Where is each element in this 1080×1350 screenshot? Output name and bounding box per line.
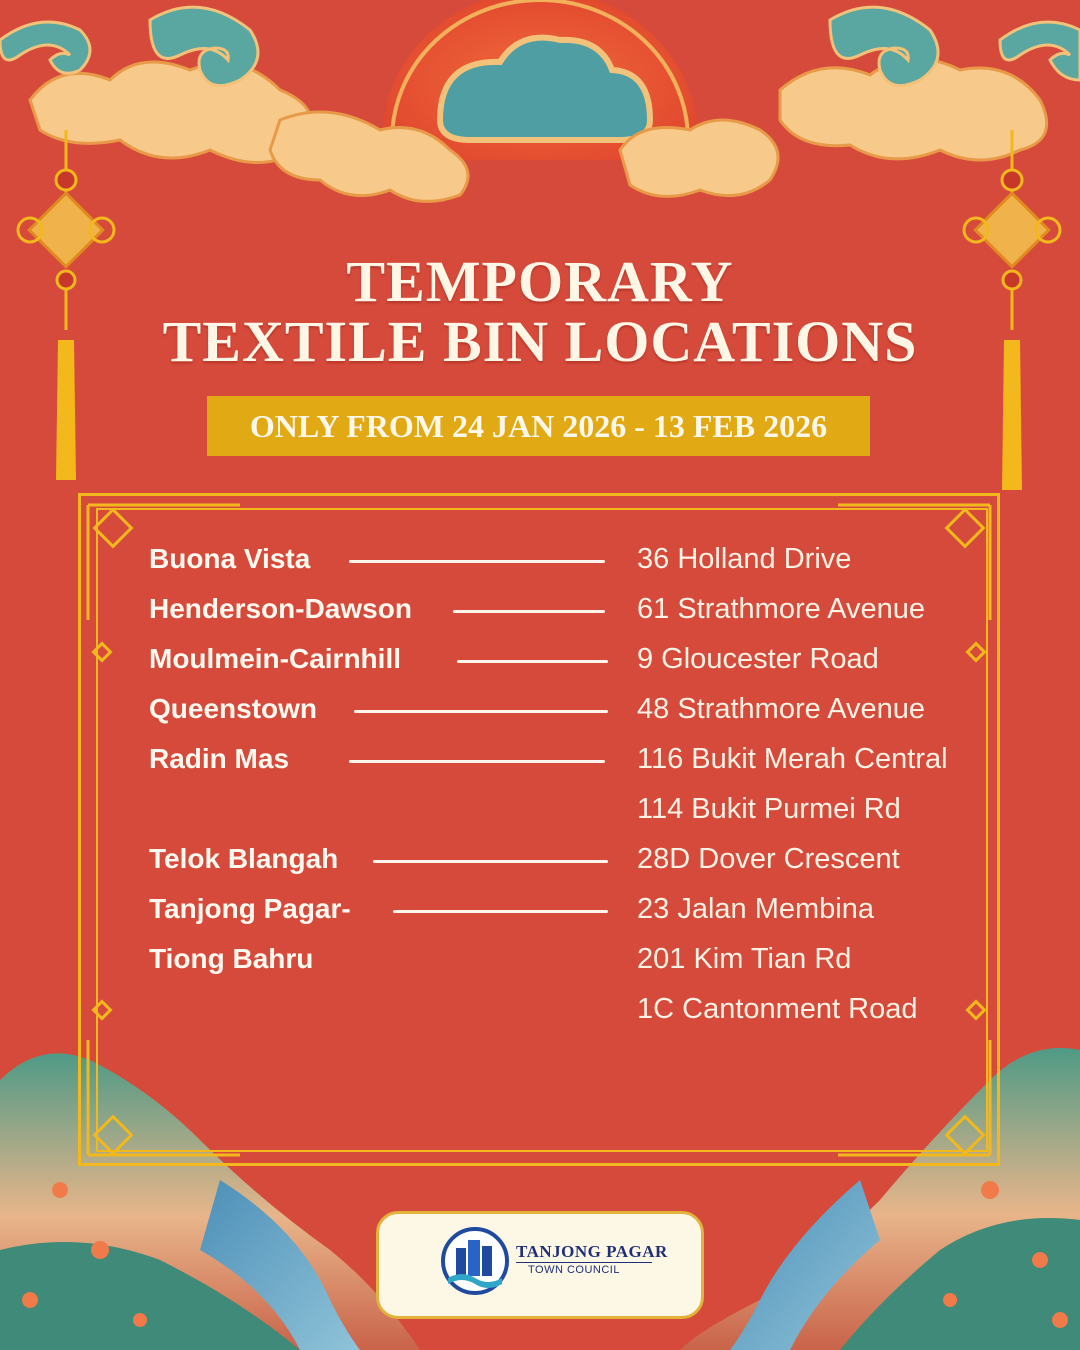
location-row (0, 535, 1080, 585)
town-council-logo-icon (440, 1226, 510, 1296)
location-address: 9 Gloucester Road (637, 643, 879, 675)
location-row (0, 635, 1080, 685)
title-line-1: TEMPORARY (346, 249, 734, 314)
location-address: 36 Holland Drive (637, 543, 852, 575)
location-area: Queenstown (149, 693, 318, 724)
title-line-2: TEXTILE BIN LOCATIONS (162, 309, 918, 374)
location-address: 28D Dover Crescent (637, 843, 900, 875)
town-council-name: TANJONG PAGAR (516, 1242, 668, 1261)
location-area: Moulmein-Cairnhill (149, 643, 401, 674)
location-row (0, 735, 1080, 785)
connector-line (349, 560, 605, 563)
location-area: Radin Mas (149, 743, 290, 774)
location-area: Buona Vista (149, 543, 311, 574)
location-row (0, 835, 1080, 885)
location-row (0, 935, 1080, 985)
location-address: 48 Strathmore Avenue (637, 693, 926, 725)
location-address: 61 Strathmore Avenue (637, 593, 926, 625)
location-area: Henderson-Dawson (149, 593, 412, 624)
location-area: Telok Blangah (149, 843, 339, 874)
connector-line (457, 660, 608, 663)
location-row (0, 585, 1080, 635)
connector-line (349, 760, 605, 763)
location-row (0, 785, 1080, 835)
connector-line (373, 860, 608, 863)
location-row (0, 985, 1080, 1035)
logo-divider (516, 1262, 652, 1263)
location-area: Tanjong Pagar- (149, 893, 351, 924)
location-address: 116 Bukit Merah Central (637, 743, 948, 775)
location-address: 23 Jalan Membina (637, 893, 874, 925)
location-address: 1C Cantonment Road (637, 993, 918, 1025)
town-council-subtitle: TOWN COUNCIL (528, 1264, 620, 1276)
date-banner: ONLY FROM 24 JAN 2026 - 13 FEB 2026 (207, 396, 870, 456)
connector-line (393, 910, 608, 913)
location-row (0, 685, 1080, 735)
location-area: Tiong Bahru (149, 943, 314, 974)
connector-line (453, 610, 605, 613)
location-address: 114 Bukit Purmei Rd (637, 793, 901, 825)
connector-line (354, 710, 608, 713)
location-row (0, 885, 1080, 935)
location-address: 201 Kim Tian Rd (637, 943, 852, 975)
